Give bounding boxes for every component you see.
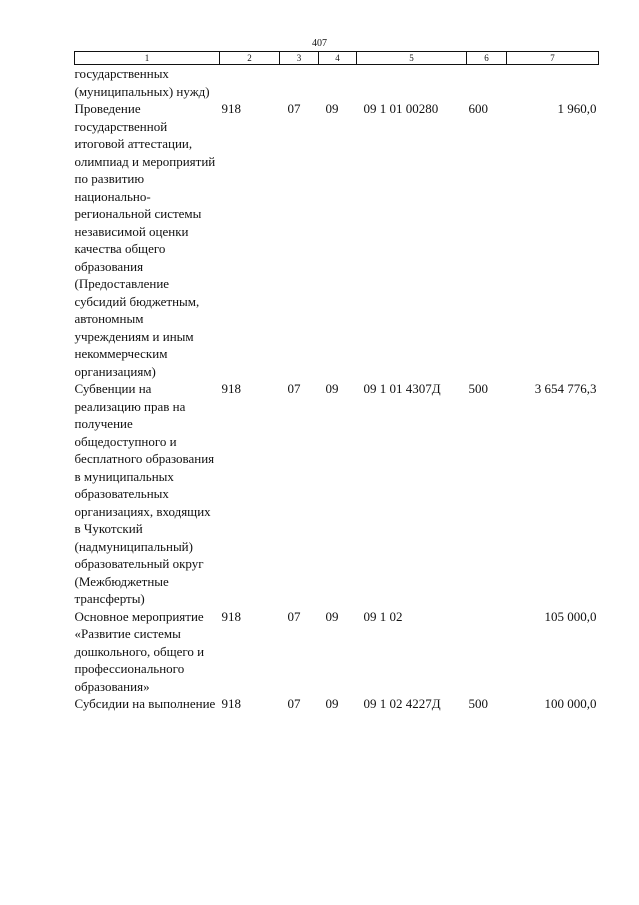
row-amount: 105 000,0 [544,608,597,624]
header-row [75,52,599,65]
row-subsection: 09 [325,608,339,624]
header-col-4: 4 [319,52,357,65]
table-row [75,695,599,713]
table-header [75,52,599,65]
header-col-5: 5 [357,52,467,65]
budget-table [74,51,599,713]
table-row [75,608,599,696]
page-number: 407 [312,38,327,49]
row-subsection: 09 [325,381,339,396]
row-gl: 918 [221,608,241,624]
row-target-article: 09 1 02 4227Д [363,696,441,711]
row-gl [220,65,280,101]
header-col-3: 3 [280,52,319,65]
row-subsection: 09 [325,101,339,116]
table-row [75,65,599,101]
row-name: Основное мероприятие «Развитие системы дошкольного, общего и профессионального образования» [74,608,205,694]
table-row [75,380,599,608]
row-section [280,65,319,101]
row-target-article: 09 1 01 4307Д [363,381,441,396]
row-expense-type: 500 [468,696,488,711]
row-expense-type [467,608,507,696]
row-expense-type [467,65,507,101]
row-amount: 1 960,0 [557,101,597,116]
row-gl: 918 [221,101,241,116]
row-section: 07 [287,608,301,624]
row-section: 07 [287,381,301,396]
row-target-article: 09 1 02 [363,608,403,624]
row-section: 07 [287,101,301,116]
row-amount: 100 000,0 [544,696,597,711]
row-gl: 918 [221,696,241,711]
row-expense-type: 600 [468,101,488,116]
row-gl: 918 [221,381,241,396]
row-name: Субвенции на реализацию прав на получение общедоступного и бесплатного образования в муниципальных образовательных организациях, входящих в Чукотский (надмуниципальный) образовательный округ (Межбюджетные трансферты) [74,381,215,606]
row-target-article [357,65,467,101]
row-section: 07 [287,696,301,711]
header-col-6: 6 [467,52,507,65]
header-col-1: 1 [75,52,220,65]
header-col-7: 7 [507,52,599,65]
table-row [75,100,599,380]
row-amount [507,65,599,101]
table-body [75,65,599,713]
row-subsection [319,65,357,101]
row-amount: 3 654 776,3 [534,381,597,396]
row-name: Проведение государственной итоговой аттестации, олимпиад и мероприятий по развитию национально-региональной системы независимой оценки качества общего образования (Предоставление субсидий бюджетным, автономным учреждениям и иным некоммерческим организациям) [74,101,216,379]
row-name: государственных (муниципальных) нужд) [74,66,210,99]
header-col-2: 2 [220,52,280,65]
row-name: Субсидии на выполнение [74,696,216,711]
row-subsection: 09 [325,696,339,711]
row-target-article: 09 1 01 00280 [363,101,439,116]
row-expense-type: 500 [468,381,488,396]
